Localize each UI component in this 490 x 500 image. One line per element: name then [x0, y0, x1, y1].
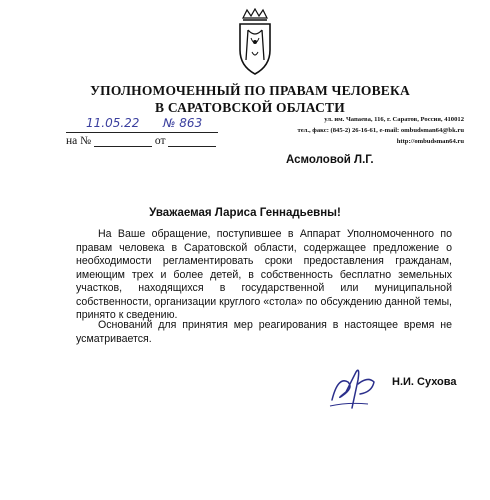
website: http://ombudsman64.ru: [396, 138, 464, 145]
address-line: ул. им. Чапаева, 116, г. Саратов, Россия, 410012: [324, 116, 464, 123]
na-line: [94, 135, 152, 147]
ot-label: от: [154, 135, 166, 147]
contact-address: [268, 114, 464, 147]
ot-line: [168, 135, 216, 147]
recipient-name: Асмоловой Л.Г.: [286, 154, 374, 166]
body-paragraph-2: Оснований для принятия мер реагирования в настоящее время не усматривается.: [76, 319, 452, 345]
body-paragraph-1: На Ваше обращение, поступившее в Аппарат Уполномоченного по правам человека в Саратовской области, содержащее предложение о необходимости регламентировать сроки предоставления гражданам, имеющим трех и более детей, в собственность бесплатно земельных участков, находящихся в государственной или муниципальной собственности, организации круглого «стола» по обсуждению данной темы, принято к сведению.: [76, 228, 452, 321]
reply-to-row: [66, 135, 218, 149]
outgoing-number-row: [66, 116, 218, 135]
coat-of-arms-icon: [237, 8, 273, 78]
organization-title-line1: УПОЛНОМОЧЕННЫЙ ПО ПРАВАМ ЧЕЛОВЕКА: [90, 83, 410, 98]
signer-name: Н.И. Сухова: [392, 376, 457, 388]
registration-block: [66, 116, 218, 149]
contact-phone-email: тел., факс: (845-2) 26-16-61, e-mail: ombudsman64@bk.ru: [297, 127, 464, 134]
na-label: на №: [66, 135, 92, 147]
greeting: Уважаемая Лариса Геннадьевны!: [149, 207, 341, 219]
organization-title: [60, 82, 440, 116]
organization-title-line2: В САРАТОВСКОЙ ОБЛАСТИ: [155, 100, 345, 115]
handwritten-signature-icon: [328, 362, 380, 414]
handwritten-number: № 863: [163, 116, 203, 130]
handwritten-date: 11.05.22: [86, 116, 140, 130]
